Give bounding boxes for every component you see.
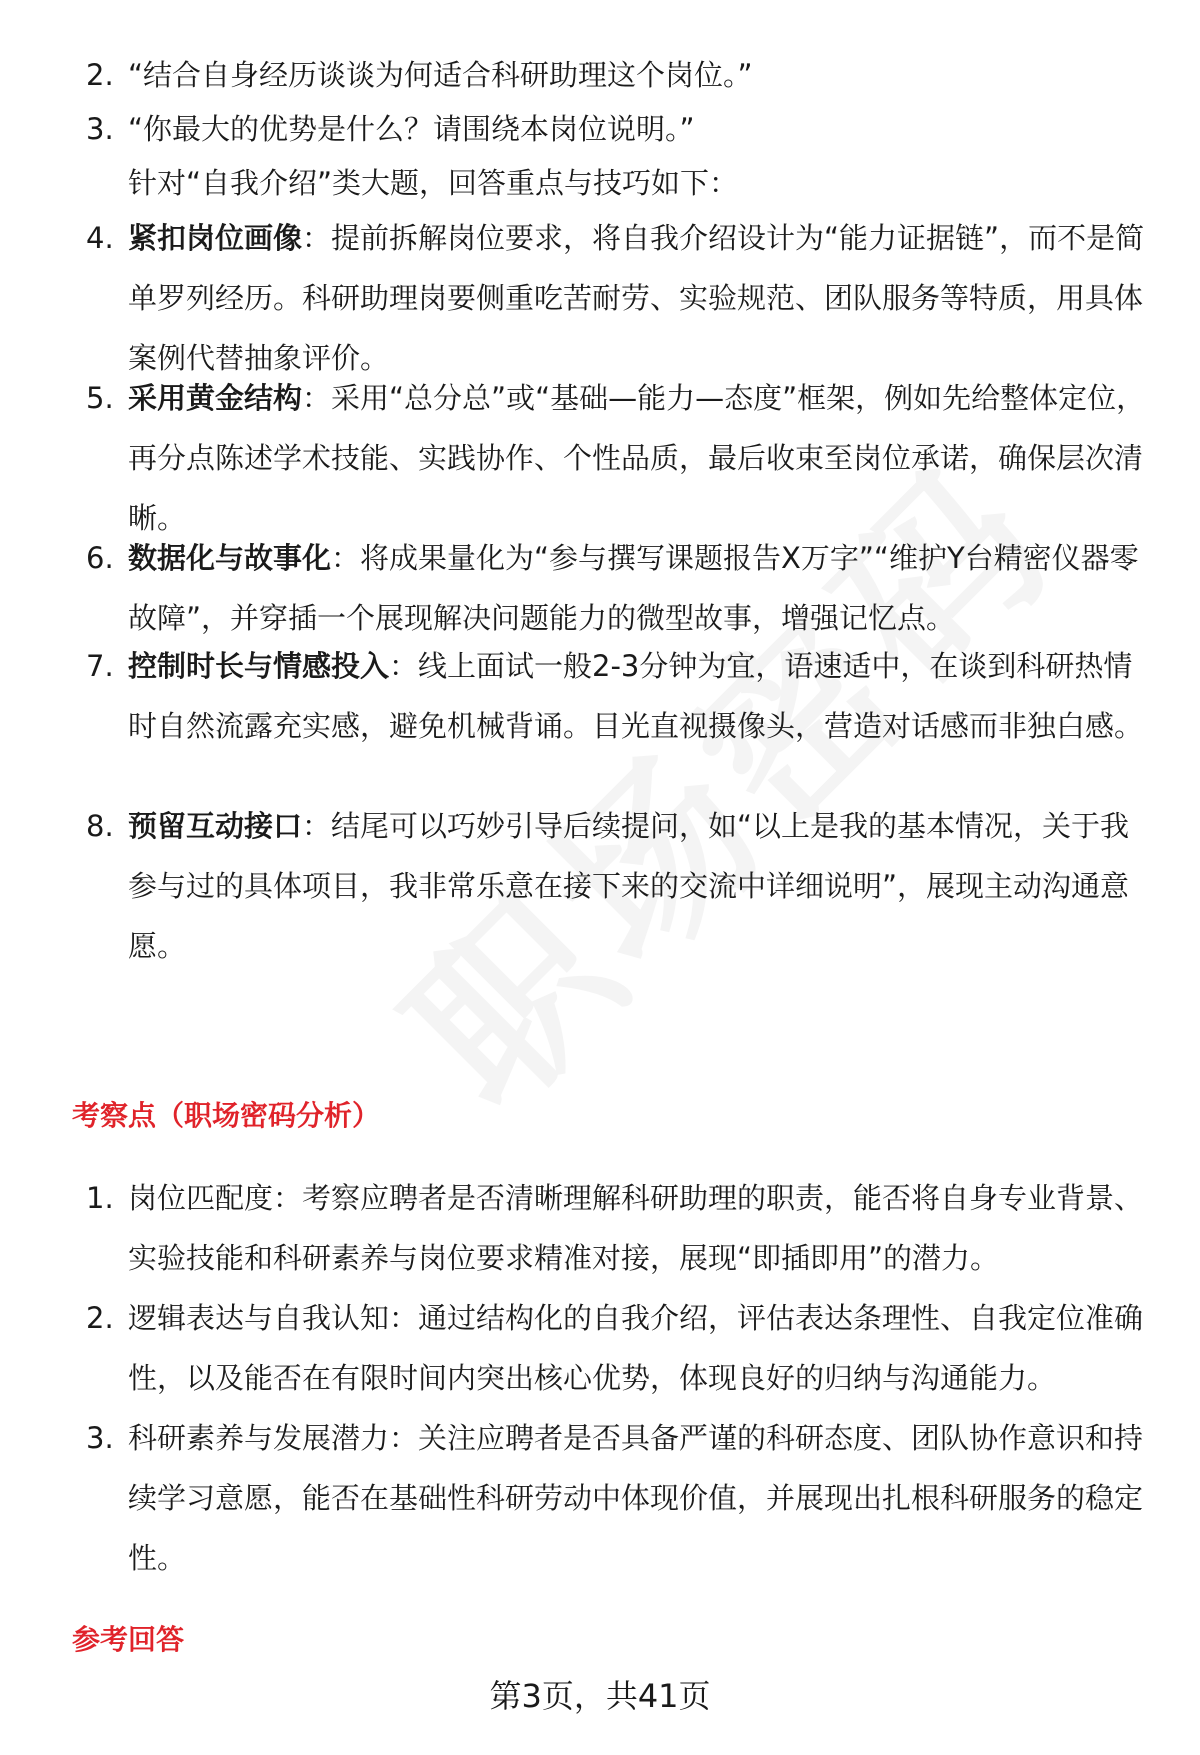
tip-item xyxy=(80,208,1150,388)
tip-text: ：结尾可以巧妙引导后续提问，如“以上是我的基本情况，关于我参与过的具体项目，我非常乐意在接下来的交流中详细说明”，展现主动沟通意愿。 xyxy=(128,809,1130,963)
tip-lead: 数据化与故事化 xyxy=(128,541,332,575)
list-number: 3. xyxy=(86,1421,114,1455)
tip-text: ：提前拆解岗位要求，将自我介绍设计为“能力证据链”，而不是简单罗列经历。科研助理岗要侧重吃苦耐劳、实验规范、团队服务等特质，用具体案例代替抽象评价。 xyxy=(128,221,1145,375)
list-number: 1. xyxy=(86,1181,114,1215)
tip-item xyxy=(80,368,1150,548)
tip-text: ：将成果量化为“参与撰写课题报告X万字”“维护Y台精密仪器零故障”，并穿插一个展现解决问题能力的微型故事，增强记忆点。 xyxy=(128,541,1139,635)
exam-point-item xyxy=(80,1408,1150,1588)
list-text: “你最大的优势是什么？请围绕本岗位说明。” xyxy=(128,112,695,146)
list-item xyxy=(80,45,1150,105)
list-number: 2. xyxy=(86,1301,114,1335)
tip-body xyxy=(128,368,1150,548)
list-number: 7. xyxy=(86,649,114,683)
exam-point-item xyxy=(80,1168,1150,1288)
exam-point-text: 科研素养与发展潜力：关注应聘者是否具备严谨的科研态度、团队协作意识和持续学习意愿，能否在基础性科研劳动中体现价值，并展现出扎根科研服务的稳定性。 xyxy=(128,1421,1144,1575)
exam-point-text: 岗位匹配度：考察应聘者是否清晰理解科研助理的职责，能否将自身专业背景、实验技能和科研素养与岗位要求精准对接，展现“即插即用”的潜力。 xyxy=(128,1181,1144,1275)
exam-point-item xyxy=(80,1288,1150,1408)
list-number: 8. xyxy=(86,809,114,843)
tip-item xyxy=(80,636,1150,756)
answer-heading: 参考回答 xyxy=(72,1623,185,1656)
exam-point-text: 逻辑表达与自我认知：通过结构化的自我介绍，评估表达条理性、自我定位准确性，以及能否在有限时间内突出核心优势，体现良好的归纳与沟通能力。 xyxy=(128,1301,1144,1395)
tip-lead: 紧扣岗位画像 xyxy=(128,221,303,255)
tip-lead: 预留互动接口 xyxy=(128,809,303,843)
tip-text: ：线上面试一般2-3分钟为宜，语速适中，在谈到科研热情时自然流露充实感，避免机械背诵。目光直视摄像头，营造对话感而非独白感。 xyxy=(128,649,1144,743)
list-number: 5. xyxy=(86,381,114,415)
tips-intro: 针对“自我介绍”类大题，回答重点与技巧如下： xyxy=(128,166,739,200)
page-footer: 第3页，共41页 xyxy=(489,1677,711,1715)
tip-item xyxy=(80,796,1150,976)
tip-item xyxy=(80,528,1150,648)
tip-lead: 控制时长与情感投入 xyxy=(128,649,390,683)
tip-body xyxy=(128,208,1150,388)
list-number: 4. xyxy=(86,221,114,255)
tip-body xyxy=(128,636,1150,756)
list-number: 3. xyxy=(86,112,114,146)
exam-points-heading: 考察点（职场密码分析） xyxy=(72,1099,381,1132)
list-text: “结合自身经历谈谈为何适合科研助理这个岗位。” xyxy=(128,58,753,92)
list-number: 2. xyxy=(86,58,114,92)
tip-body xyxy=(128,796,1150,976)
tip-text: ：采用“总分总”或“基础—能力—态度”框架，例如先给整体定位，再分点陈述学术技能、实践协作、个性品质，最后收束至岗位承诺，确保层次清晰。 xyxy=(128,381,1146,535)
tip-lead: 采用黄金结构 xyxy=(128,381,303,415)
list-number: 6. xyxy=(86,541,114,575)
tip-body xyxy=(128,528,1150,648)
list-item xyxy=(80,99,1150,159)
